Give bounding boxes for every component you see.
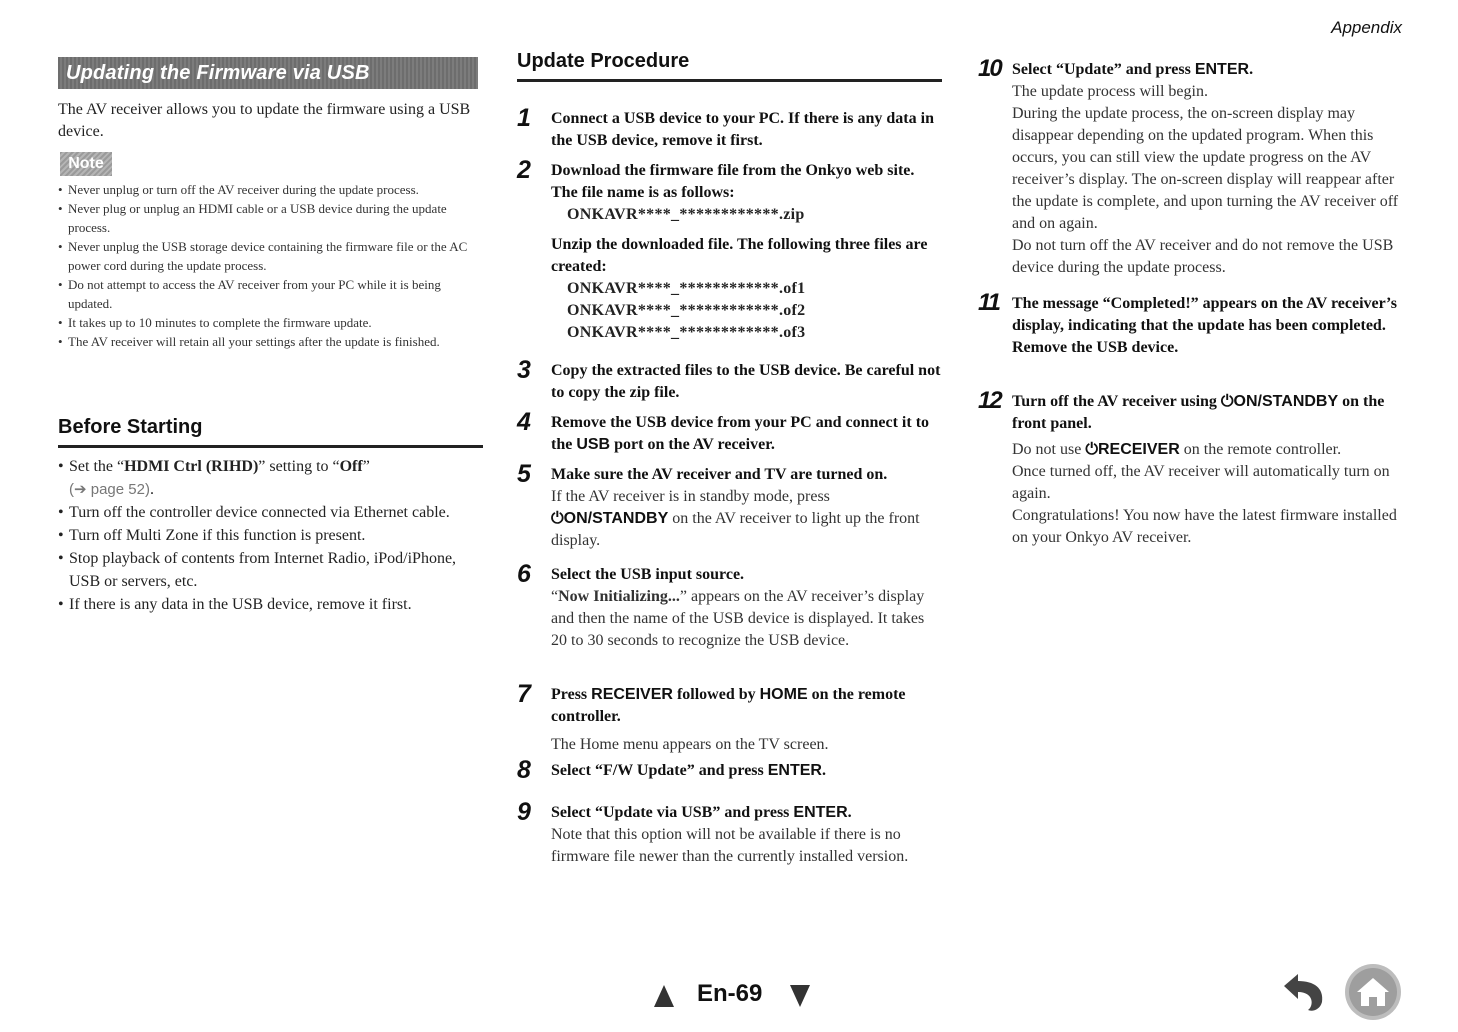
step-title-text: . <box>847 804 852 821</box>
step-text <box>1012 439 1400 461</box>
note-item: • The AV receiver will retain all your settings after the update is finished. <box>58 332 483 351</box>
step-title-2: Unzip the downloaded file. The following three files are created: <box>551 236 928 275</box>
step-2 <box>517 156 944 344</box>
step-4 <box>517 408 944 456</box>
step-11 <box>978 289 1400 359</box>
step-text-part: on the AV receiver to light up the front display. <box>551 510 920 549</box>
before-item: • Turn off Multi Zone if this function is present. <box>58 524 483 547</box>
step-number: 3 <box>517 356 531 384</box>
step-number: 7 <box>517 680 531 708</box>
step-title-text: . <box>821 762 826 779</box>
key-label: ENTER <box>1194 61 1250 78</box>
step-text <box>551 486 944 552</box>
step-title: Copy the extracted files to the USB device. Be careful not to copy the zip file. <box>551 362 941 401</box>
step-title-text: . <box>1249 61 1254 78</box>
step-title-text: followed by <box>672 686 760 703</box>
key-label: ⏻ON/STANDBY <box>1220 393 1339 410</box>
step-title-text: Select “Update via USB” and press <box>551 804 794 821</box>
home-icon[interactable] <box>1343 962 1403 1022</box>
step-number: 9 <box>517 798 531 826</box>
before-item: • If there is any data in the USB device, remove it first. <box>58 593 483 616</box>
step-title <box>551 802 944 824</box>
step-number: 4 <box>517 408 531 436</box>
before-item-text: ” setting to “ <box>258 458 340 475</box>
step-title: The message “Completed!” appears on the AV receiver’s display, indicating that the update has been completed. <box>1012 295 1397 334</box>
note-item: • It takes up to 10 minutes to complete the firmware update. <box>58 313 483 332</box>
step-title-text: Remove the USB device from your PC and connect it to the <box>551 414 930 453</box>
step-8 <box>517 756 944 784</box>
step-text: Once turned off, the AV receiver will automatically turn on again. <box>1012 463 1390 502</box>
step-1 <box>517 104 944 152</box>
step-title-text: Select “F/W Update” and press <box>551 762 768 779</box>
key-label: ENTER <box>793 804 848 821</box>
step-text: Congratulations! You now have the latest firmware installed on your Onkyo AV receiver. <box>1012 507 1397 546</box>
note-item: • Never plug or unplug an HDMI cable or a USB device during the update process. <box>58 199 483 237</box>
triangle-up-icon[interactable] <box>654 985 674 1007</box>
step-text <box>551 586 944 652</box>
step-3 <box>517 356 944 404</box>
before-starting-list <box>58 455 483 616</box>
step-title-2: Remove the USB device. <box>1012 339 1179 356</box>
key-label: RECEIVER <box>591 686 673 703</box>
step-number: 5 <box>517 460 531 488</box>
step-text-part: “ <box>551 588 559 605</box>
step-number: 12 <box>978 387 1001 414</box>
step-title-text: port on the AV receiver. <box>610 436 775 453</box>
firmware-filename: ONKAVR****_************.of1 <box>567 280 806 297</box>
step-number: 1 <box>517 104 531 132</box>
step-number: 2 <box>517 156 531 184</box>
step-9 <box>517 798 944 868</box>
step-title-text: Press <box>551 686 592 703</box>
note-item: • Do not attempt to access the AV receiver from your PC while it is being updated. <box>58 275 483 313</box>
step-title <box>1012 391 1400 435</box>
note-badge: Note <box>60 152 112 176</box>
step-text: The update process will begin. <box>1012 83 1208 100</box>
step-title <box>551 412 944 456</box>
step-number: 11 <box>978 289 999 316</box>
before-item-text: . <box>149 481 154 498</box>
step-text: Note that this option will not be available if there is no firmware file newer than the currently installed version. <box>551 826 909 865</box>
note-item: • Never unplug the USB storage device containing the firmware file or the AC power cord during the update process. <box>58 237 483 275</box>
page-number: En-69 <box>697 980 763 1007</box>
step-title-text: Turn off the AV receiver using <box>1012 393 1221 410</box>
before-item-text: ” <box>362 458 370 475</box>
step-text-part: If the AV receiver is in standby mode, press <box>551 488 830 505</box>
step-title-text: Select “Update” and press <box>1012 61 1195 78</box>
step-text-part: on the remote controller. <box>1179 441 1342 458</box>
step-5 <box>517 460 944 552</box>
key-label: USB <box>576 436 611 453</box>
step-text: The Home menu appears on the TV screen. <box>551 736 829 753</box>
section-banner-title: Updating the Firmware via USB <box>66 62 370 84</box>
step-12 <box>978 387 1400 549</box>
note-list <box>58 180 483 351</box>
setting-name: HDMI Ctrl (RIHD) <box>124 458 259 475</box>
step-title <box>551 684 944 728</box>
triangle-down-icon[interactable] <box>790 985 810 1007</box>
step-10 <box>978 55 1400 279</box>
step-7 <box>517 680 944 756</box>
appendix-label: Appendix <box>1331 18 1402 37</box>
key-label: ENTER <box>767 762 822 779</box>
step-title-text: on the remote controller. <box>551 686 906 725</box>
key-label: ⏻ON/STANDBY <box>551 510 669 527</box>
zip-filename: ONKAVR****_************.zip <box>567 206 805 223</box>
step-text-part: ” appears on the AV receiver’s display and then the name of the USB device is displayed. It takes 20 to 30 seconds to recognize the USB device. <box>551 588 925 649</box>
step-number: 6 <box>517 560 531 588</box>
step-title: Select the USB input source. <box>551 566 745 583</box>
step-text: During the update process, the on-screen display may disappear depending on the updated program. When this occurs, you can still view the update progress on the AV receiver’s display. The on-screen display will reappear after the update is complete, and upon turning the AV receiver off and on again. <box>1012 105 1399 232</box>
before-item-text: Set the “ <box>69 458 125 475</box>
before-starting-heading: Before Starting <box>58 416 483 448</box>
step-text: Do not turn off the AV receiver and do not remove the USB device during the update process. <box>1012 237 1394 276</box>
step-title-text: on the front panel. <box>1012 393 1385 432</box>
step-title <box>1012 59 1400 81</box>
back-arrow-icon[interactable] <box>1278 970 1328 1014</box>
status-message: Now Initializing... <box>558 588 680 605</box>
step-number: 10 <box>978 55 1001 82</box>
note-item: • Never unplug or turn off the AV receiver during the update process. <box>58 180 483 199</box>
firmware-filename: ONKAVR****_************.of3 <box>567 324 806 341</box>
before-item: • Turn off the controller device connected via Ethernet cable. <box>58 501 483 524</box>
key-label: HOME <box>759 686 808 703</box>
step-title: Make sure the AV receiver and TV are turned on. <box>551 466 888 483</box>
page-reference-link[interactable]: (➔ page 52) <box>69 481 150 498</box>
step-number: 8 <box>517 756 531 784</box>
firmware-filename: ONKAVR****_************.of2 <box>567 302 806 319</box>
step-6 <box>517 560 944 652</box>
setting-value: Off <box>339 458 363 475</box>
before-item <box>58 455 483 501</box>
step-title <box>551 760 944 782</box>
before-item: • Stop playback of contents from Internet Radio, iPod/iPhone, USB or servers, etc. <box>58 547 483 593</box>
section-banner <box>58 57 478 89</box>
intro-text: The AV receiver allows you to update the firmware using a USB device. <box>58 101 471 140</box>
step-title: Download the firmware file from the Onkyo web site. The file name is as follows: <box>551 162 915 201</box>
update-procedure-heading: Update Procedure <box>517 50 942 82</box>
key-label: ⏻RECEIVER <box>1085 441 1180 458</box>
step-title: Connect a USB device to your PC. If there is any data in the USB device, remove it first. <box>551 110 934 149</box>
step-text-part: Do not use <box>1012 441 1086 458</box>
